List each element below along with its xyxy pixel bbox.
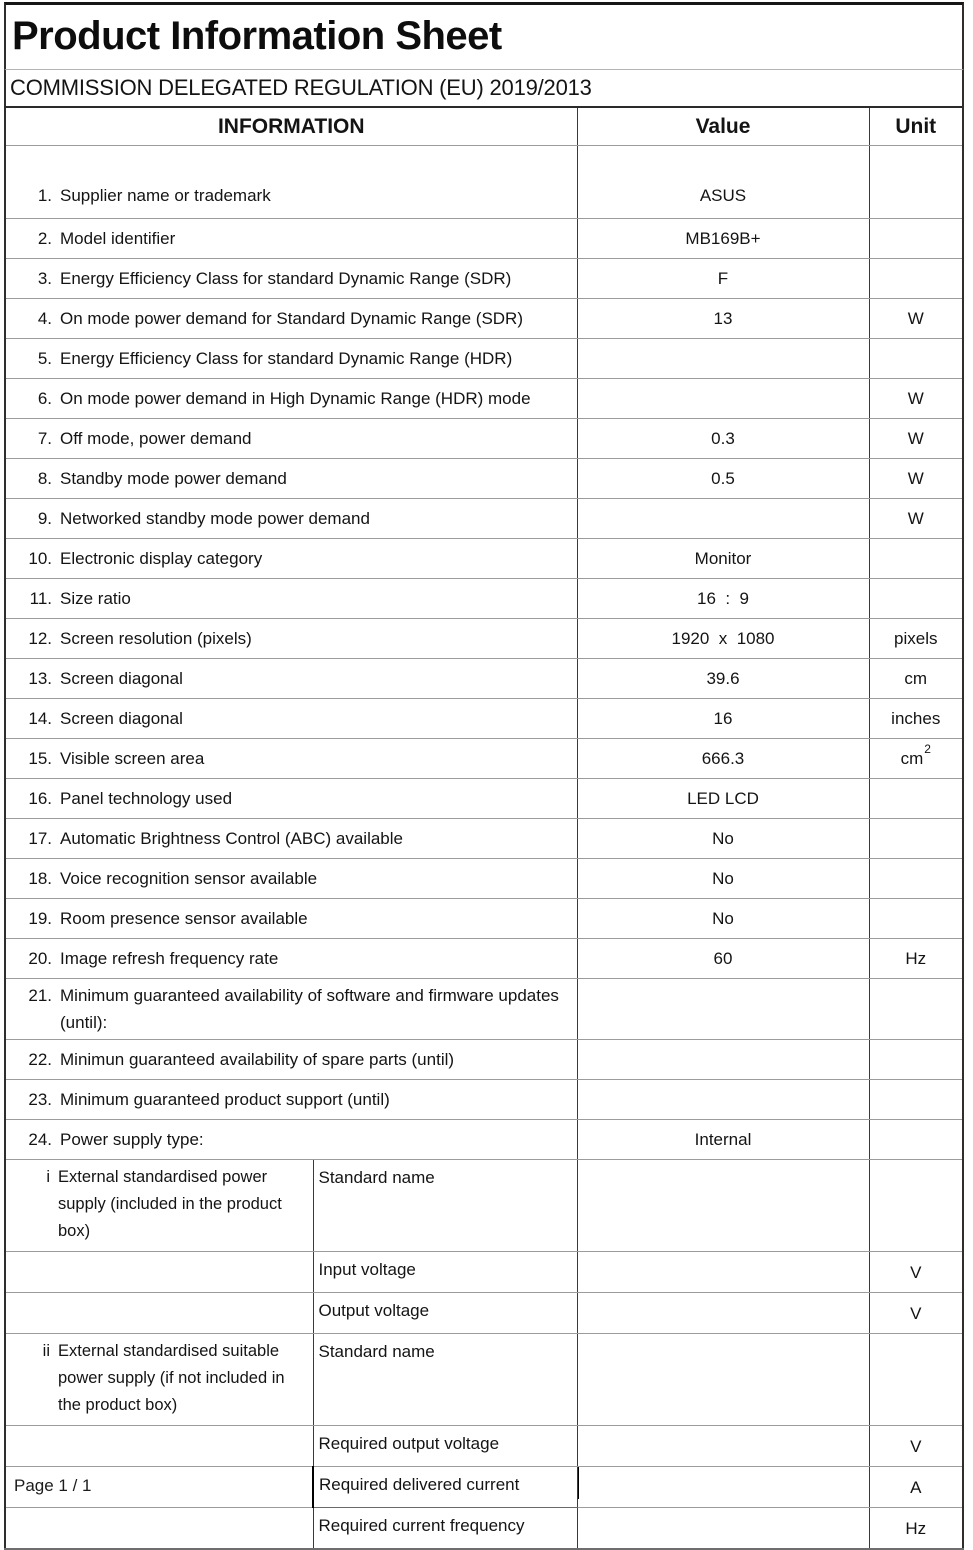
row-label-cell <box>5 259 577 299</box>
row-unit: Hz <box>905 949 927 968</box>
row-label: Room presence sensor available <box>60 909 308 928</box>
row-label-cell <box>5 379 577 419</box>
ps-description-cell <box>5 1508 313 1550</box>
table-row <box>5 379 963 419</box>
power-supply-row <box>5 1334 963 1426</box>
row-value-cell <box>577 1040 869 1080</box>
table-row <box>5 659 963 699</box>
row-label-cell <box>5 499 577 539</box>
row-number: 2. <box>37 229 52 248</box>
row-label-cell <box>5 539 577 579</box>
table-row <box>5 579 963 619</box>
row-value: 16 <box>713 709 733 728</box>
row-number: 11. <box>29 589 52 608</box>
row-label-cell <box>5 1040 577 1080</box>
row-unit-cell <box>869 1040 963 1080</box>
row-value-cell <box>577 699 869 739</box>
ps-sub-label-cell <box>313 1426 577 1467</box>
row-label-cell <box>5 859 577 899</box>
row-unit-cell <box>869 1080 963 1120</box>
table-row <box>5 146 963 219</box>
page-subtitle: COMMISSION DELEGATED REGULATION (EU) 2019/2013 <box>10 75 592 100</box>
row-label-cell <box>5 146 577 219</box>
ps-sub-label: Required delivered current <box>319 1475 520 1494</box>
row-value-cell <box>577 379 869 419</box>
row-unit-cell <box>869 219 963 259</box>
ps-description-cell <box>5 1426 313 1467</box>
row-label-cell <box>5 659 577 699</box>
row-unit-cell <box>869 499 963 539</box>
row-unit-cell <box>869 819 963 859</box>
row-value: No <box>712 909 734 928</box>
row-value: F <box>717 269 729 288</box>
subtitle-box <box>4 70 964 106</box>
ps-sub-label-cell <box>313 1160 577 1252</box>
row-unit-cell <box>869 619 963 659</box>
row-value-cell <box>577 739 869 779</box>
row-label-cell <box>5 579 577 619</box>
row-number: 5. <box>37 349 52 368</box>
row-number: 20. <box>28 949 52 968</box>
row-label-cell <box>5 339 577 379</box>
row-number: 22. <box>28 1050 52 1069</box>
row-unit-cell <box>869 939 963 979</box>
row-unit-cell <box>869 1252 963 1293</box>
row-value-cell <box>577 499 869 539</box>
row-label: Supplier name or trademark <box>60 186 271 205</box>
table-row <box>5 539 963 579</box>
row-label: Screen resolution (pixels) <box>60 629 252 648</box>
row-label: Networked standby mode power demand <box>60 509 370 528</box>
table-row <box>5 619 963 659</box>
row-label-cell <box>5 739 577 779</box>
row-unit: W <box>907 509 924 528</box>
row-unit-cell <box>869 659 963 699</box>
row-number: 24. <box>28 1130 52 1149</box>
row-unit-cell <box>869 419 963 459</box>
row-number: 6. <box>37 389 52 408</box>
row-value-cell <box>577 1160 869 1252</box>
row-label-cell <box>5 619 577 659</box>
page-title: Product Information Sheet <box>12 14 502 58</box>
power-supply-row <box>5 1160 963 1252</box>
row-number: 13. <box>28 669 52 688</box>
row-unit-cell <box>869 299 963 339</box>
ps-sub-label: Standard name <box>318 1342 435 1361</box>
row-unit: pixels <box>894 629 938 648</box>
row-label: Screen diagonal <box>60 709 183 728</box>
row-number: 12. <box>28 629 52 648</box>
info-table <box>4 106 964 1550</box>
row-label: Voice recognition sensor available <box>60 869 318 888</box>
power-supply-row <box>5 1293 963 1334</box>
row-unit-cell <box>869 1508 963 1550</box>
row-number: 14. <box>28 709 52 728</box>
row-value-cell <box>577 1252 869 1293</box>
row-value-cell <box>577 339 869 379</box>
row-label-cell <box>5 219 577 259</box>
row-value-cell <box>577 979 869 1040</box>
table-row <box>5 1120 963 1160</box>
row-value-cell <box>577 1508 869 1550</box>
row-number: 15. <box>28 749 52 768</box>
row-label: Screen diagonal <box>60 669 183 688</box>
table-row <box>5 939 963 979</box>
row-value-cell <box>577 1293 869 1334</box>
row-unit-cell <box>869 1160 963 1252</box>
ps-sub-label-cell <box>313 1252 577 1293</box>
row-value-cell <box>577 219 869 259</box>
ps-description-cell <box>5 1334 313 1426</box>
row-unit-cell <box>869 1467 963 1508</box>
row-value-cell <box>577 579 869 619</box>
row-value-cell <box>577 659 869 699</box>
ps-description-cell <box>5 1293 313 1334</box>
row-unit-cell <box>869 899 963 939</box>
row-label: Minimun guaranteed availability of spare parts (until) <box>60 1050 455 1069</box>
row-number: 10. <box>28 549 52 568</box>
ps-marker: ii <box>42 1342 50 1360</box>
row-label: Power supply type: <box>60 1130 204 1149</box>
row-value-cell <box>577 819 869 859</box>
row-value-cell <box>577 259 869 299</box>
row-unit: cm <box>900 749 924 768</box>
row-value-cell <box>577 299 869 339</box>
row-value-cell <box>577 1467 869 1508</box>
row-label-cell <box>5 419 577 459</box>
row-value-cell <box>577 1426 869 1467</box>
table-row <box>5 299 963 339</box>
ps-description-cell <box>5 1160 313 1252</box>
row-value: No <box>712 869 734 888</box>
row-label: Automatic Brightness Control (ABC) available <box>60 829 403 848</box>
table-row <box>5 979 963 1040</box>
power-supply-row <box>5 1426 963 1467</box>
row-label: On mode power demand in High Dynamic Range (HDR) mode <box>60 389 531 408</box>
row-label-cell <box>5 699 577 739</box>
row-unit-cell <box>869 1334 963 1426</box>
ps-sub-label-cell <box>313 1334 577 1426</box>
power-supply-row <box>5 1467 963 1508</box>
table-row <box>5 779 963 819</box>
row-number: 4. <box>37 309 52 328</box>
ps-description: External standardised suitable power supply (if not included in the product box) <box>58 1342 285 1414</box>
row-label: Minimum guaranteed availability of software and firmware updates (until): <box>60 986 559 1032</box>
row-value: Internal <box>694 1130 752 1149</box>
page-number: Page 1 / 1 <box>14 1476 92 1495</box>
row-unit: V <box>910 1262 922 1282</box>
table-row <box>5 259 963 299</box>
row-value-cell <box>577 146 869 219</box>
row-label-cell <box>5 819 577 859</box>
row-label: Electronic display category <box>60 549 263 568</box>
row-label-cell <box>5 459 577 499</box>
row-unit: W <box>907 309 924 328</box>
row-unit-cell <box>869 1120 963 1160</box>
ps-sub-label: Standard name <box>318 1168 435 1187</box>
row-value-cell <box>577 859 869 899</box>
column-header-unit: Unit <box>869 107 963 146</box>
row-number: 7. <box>37 429 52 448</box>
row-label-cell <box>5 779 577 819</box>
row-value: 13 <box>713 309 733 328</box>
row-unit: V <box>910 1436 922 1456</box>
row-value: 666.3 <box>701 749 745 768</box>
row-unit-cell <box>869 579 963 619</box>
power-supply-row <box>5 1252 963 1293</box>
row-value: 60 <box>713 949 733 968</box>
row-label-cell <box>5 939 577 979</box>
row-number: 17. <box>28 829 52 848</box>
row-label-cell <box>5 1080 577 1120</box>
row-value-cell <box>577 1120 869 1160</box>
row-label: Minimum guaranteed product support (until) <box>60 1090 390 1109</box>
row-unit: W <box>907 469 924 488</box>
document-page <box>4 2 964 1550</box>
row-number: 23. <box>28 1090 52 1109</box>
table-row <box>5 1080 963 1120</box>
ps-sub-label: Required current frequency <box>318 1516 525 1535</box>
ps-sub-label-cell <box>313 1508 577 1550</box>
table-row <box>5 419 963 459</box>
row-label: Panel technology used <box>60 789 233 808</box>
row-unit-cell <box>869 339 963 379</box>
row-value: Monitor <box>694 549 752 568</box>
row-label: Size ratio <box>60 589 131 608</box>
row-unit-cell <box>869 146 963 219</box>
row-unit: cm <box>904 669 928 688</box>
row-label: Energy Efficiency Class for standard Dynamic Range (SDR) <box>60 269 512 288</box>
table-row <box>5 859 963 899</box>
row-unit: W <box>907 389 924 408</box>
row-unit-cell <box>869 859 963 899</box>
ps-sub-label-cell <box>313 1293 577 1334</box>
row-unit-cell <box>869 459 963 499</box>
row-label-cell <box>5 299 577 339</box>
power-supply-row <box>5 1508 963 1550</box>
row-value-cell <box>577 419 869 459</box>
ps-sub-label: Output voltage <box>318 1301 430 1320</box>
row-number: 3. <box>37 269 52 288</box>
row-unit-cell <box>869 1293 963 1334</box>
table-row <box>5 339 963 379</box>
row-value-cell <box>577 899 869 939</box>
row-value-cell <box>577 1334 869 1426</box>
row-unit: W <box>907 429 924 448</box>
row-unit-cell <box>869 259 963 299</box>
row-unit-superscript: 2 <box>924 742 931 757</box>
row-value: 39.6 <box>706 669 740 688</box>
row-number: 21. <box>28 986 52 1005</box>
table-row <box>5 499 963 539</box>
row-label: Visible screen area <box>60 749 205 768</box>
table-row <box>5 819 963 859</box>
row-label: On mode power demand for Standard Dynamic Range (SDR) <box>60 309 523 328</box>
row-value-cell <box>577 1080 869 1120</box>
column-header-information: INFORMATION <box>5 107 577 146</box>
row-value: 0.3 <box>711 429 735 448</box>
column-header-value: Value <box>577 107 869 146</box>
row-number: 18. <box>28 869 52 888</box>
table-row <box>5 699 963 739</box>
row-value: No <box>712 829 734 848</box>
row-unit: inches <box>891 709 941 728</box>
row-value-cell <box>577 619 869 659</box>
row-unit: V <box>910 1303 922 1323</box>
row-value-cell <box>577 939 869 979</box>
table-row <box>5 899 963 939</box>
row-unit-cell <box>869 699 963 739</box>
table-row <box>5 459 963 499</box>
row-number: 16. <box>28 789 52 808</box>
row-value: 1920 x 1080 <box>671 629 775 648</box>
row-unit-cell <box>869 539 963 579</box>
row-unit-cell <box>869 1426 963 1467</box>
row-value-cell <box>577 779 869 819</box>
row-value-cell <box>577 539 869 579</box>
ps-sub-label: Input voltage <box>318 1260 416 1279</box>
table-row <box>5 219 963 259</box>
table-row <box>5 1040 963 1080</box>
row-number: 9. <box>37 509 52 528</box>
row-label: Standby mode power demand <box>60 469 287 488</box>
row-label-cell <box>5 1120 577 1160</box>
text-cursor <box>577 1467 579 1500</box>
ps-sub-label: Required output voltage <box>318 1434 500 1453</box>
row-number: 19. <box>28 909 52 928</box>
row-unit: Hz <box>905 1518 927 1538</box>
ps-description-cell <box>5 1252 313 1293</box>
row-value: 0.5 <box>711 469 735 488</box>
row-value: MB169B+ <box>685 229 761 248</box>
row-value: LED LCD <box>687 789 759 808</box>
ps-sub-label-cell <box>313 1467 577 1508</box>
table-row <box>5 739 963 779</box>
ps-marker: i <box>46 1168 50 1186</box>
row-value: 16 : 9 <box>697 589 749 608</box>
row-label-cell <box>5 899 577 939</box>
row-value-cell <box>577 459 869 499</box>
row-unit-cell <box>869 379 963 419</box>
ps-description: External standardised power supply (included in the product box) <box>58 1168 282 1240</box>
row-unit-cell <box>869 779 963 819</box>
row-label: Off mode, power demand <box>60 429 252 448</box>
row-label-cell <box>5 979 577 1040</box>
row-unit-cell <box>869 979 963 1040</box>
row-number: 8. <box>37 469 52 488</box>
row-label: Energy Efficiency Class for standard Dynamic Range (HDR) <box>60 349 513 368</box>
row-unit-cell <box>869 739 963 779</box>
row-label: Model identifier <box>60 229 176 248</box>
row-label: Image refresh frequency rate <box>60 949 279 968</box>
info-table-body <box>5 146 963 1550</box>
title-box <box>4 2 964 70</box>
row-number: 1. <box>37 186 52 205</box>
row-unit: A <box>910 1477 922 1497</box>
table-header-row <box>5 107 963 146</box>
row-value: ASUS <box>699 186 747 205</box>
